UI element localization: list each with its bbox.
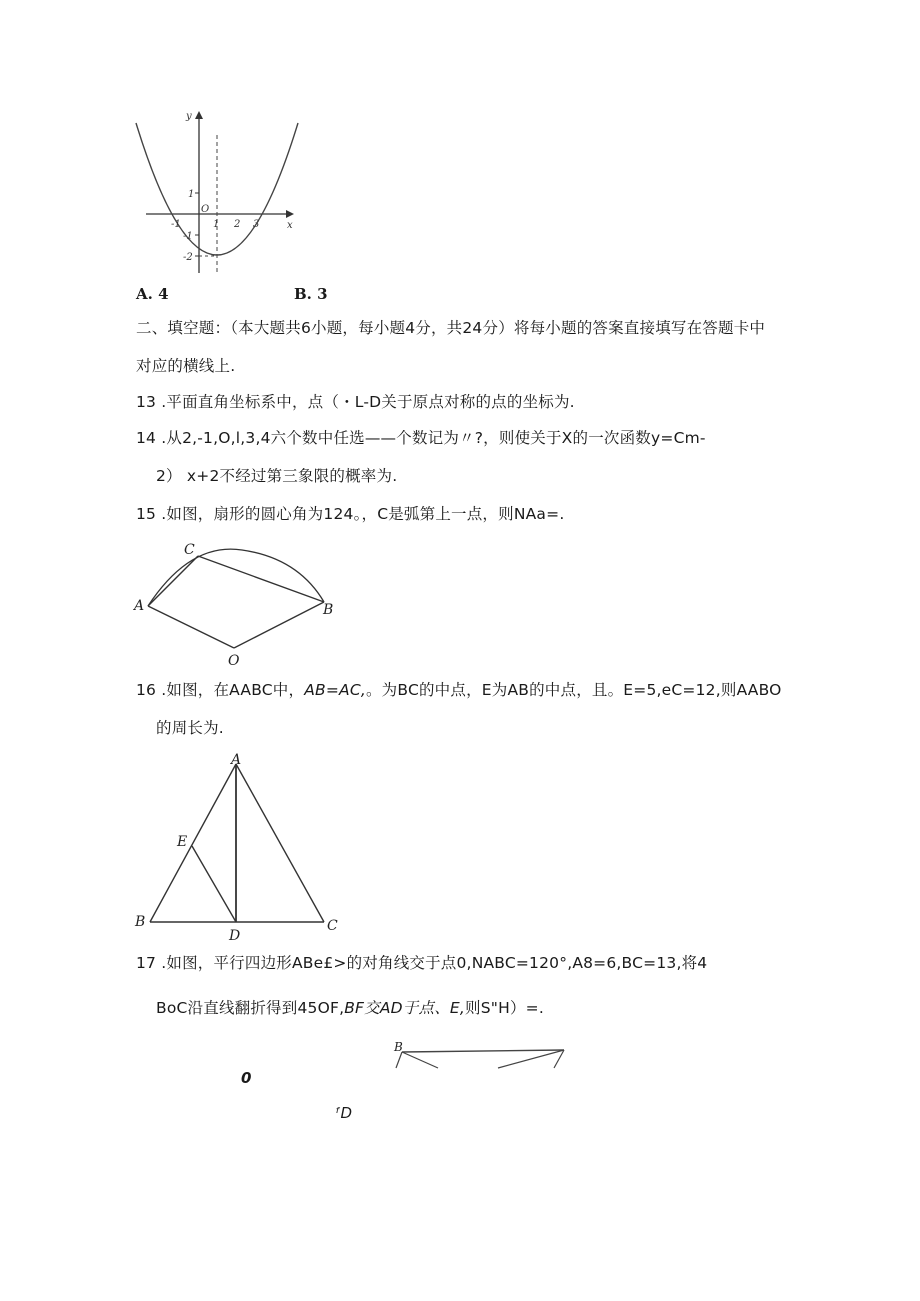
- sector-arc: [148, 549, 324, 606]
- question-16-pre: 16 .如图，在AABC中，: [136, 681, 305, 699]
- stray-d: ᶠD: [336, 1104, 352, 1122]
- graph-x-tick: -1: [171, 219, 181, 230]
- triangle-figure: [130, 750, 350, 945]
- question-16-cont: 的周长为.: [156, 719, 224, 737]
- parabola-graph: [128, 105, 308, 280]
- question-17-cont: [156, 998, 544, 1018]
- question-17: 17 .如图，平行四边形ABe£>的对角线交于点0,NABC=120°,A8=6,BC=13,将4: [136, 954, 708, 972]
- point-label-o: O: [228, 653, 240, 666]
- stray-zero: 0: [241, 1069, 252, 1087]
- graph-y-tick: -2: [183, 252, 193, 263]
- point-label-a: A: [134, 598, 145, 614]
- question-17-post: 则S"H）=.: [465, 999, 544, 1017]
- point-label-b: B: [135, 914, 146, 930]
- graph-x-tick: 1: [213, 219, 220, 230]
- point-label-b: B: [394, 1040, 403, 1054]
- point-label-b: B: [323, 602, 334, 618]
- point-label-c: C: [327, 918, 338, 934]
- point-label-a: A: [231, 752, 242, 768]
- question-17-formula: BF交AD于点、E,: [344, 999, 466, 1017]
- point-label-e: E: [177, 834, 188, 850]
- graph-y-tick: -1: [183, 231, 193, 242]
- graph-y-tick: 1: [188, 189, 195, 200]
- segment-bo: [234, 602, 324, 648]
- sector-figure: [130, 538, 340, 666]
- question-13: 13 .平面直角坐标系中，点（・L-D关于原点对称的点的坐标为.: [136, 393, 575, 411]
- question-17-pre: BoC沿直线翻折得到45OF,: [156, 999, 345, 1017]
- option-a: A. 4: [136, 285, 169, 303]
- section-two-heading-cont: 对应的横线上.: [136, 357, 236, 375]
- question-14: 14 .从2,-1,O,l,3,4六个数中任选——个数记为〃?，则使关于X的一次函数y=Cm-: [136, 429, 706, 447]
- question-16-post: 。为BC的中点，E为AB的中点，且。E=5,eC=12,则AABO: [365, 681, 782, 699]
- point-label-d: D: [229, 928, 241, 944]
- question-15: 15 .如图，扇形的圆心角为124。，C是弧第上一点，则NAa=.: [136, 505, 565, 523]
- point-label-c: C: [184, 542, 195, 558]
- segment-ac: [236, 764, 324, 922]
- segment-ao: [148, 606, 234, 648]
- section-two-heading: 二、填空题：（本大题共6小题，每小题4分，共24分）将每小题的答案直接填写在答题卡中: [136, 319, 766, 337]
- segment-ab: [150, 764, 236, 922]
- x-axis-arrow: [286, 210, 294, 218]
- question-16: [136, 680, 782, 700]
- segment-ed: [192, 846, 236, 922]
- option-b: B. 3: [294, 285, 328, 303]
- question-16-formula: AB=AC,: [304, 681, 366, 699]
- parallelogram-figure-fragment: [388, 1038, 570, 1070]
- graph-x-tick: 3: [253, 219, 260, 230]
- graph-x-label: x: [287, 220, 293, 231]
- graph-origin-label: O: [201, 204, 210, 215]
- graph-x-tick: 2: [234, 219, 241, 230]
- y-axis-arrow: [195, 111, 203, 119]
- segment-ac: [148, 556, 198, 606]
- graph-y-label: y: [186, 111, 192, 122]
- question-14-cont: 2） x+2不经过第三象限的概率为.: [156, 467, 398, 485]
